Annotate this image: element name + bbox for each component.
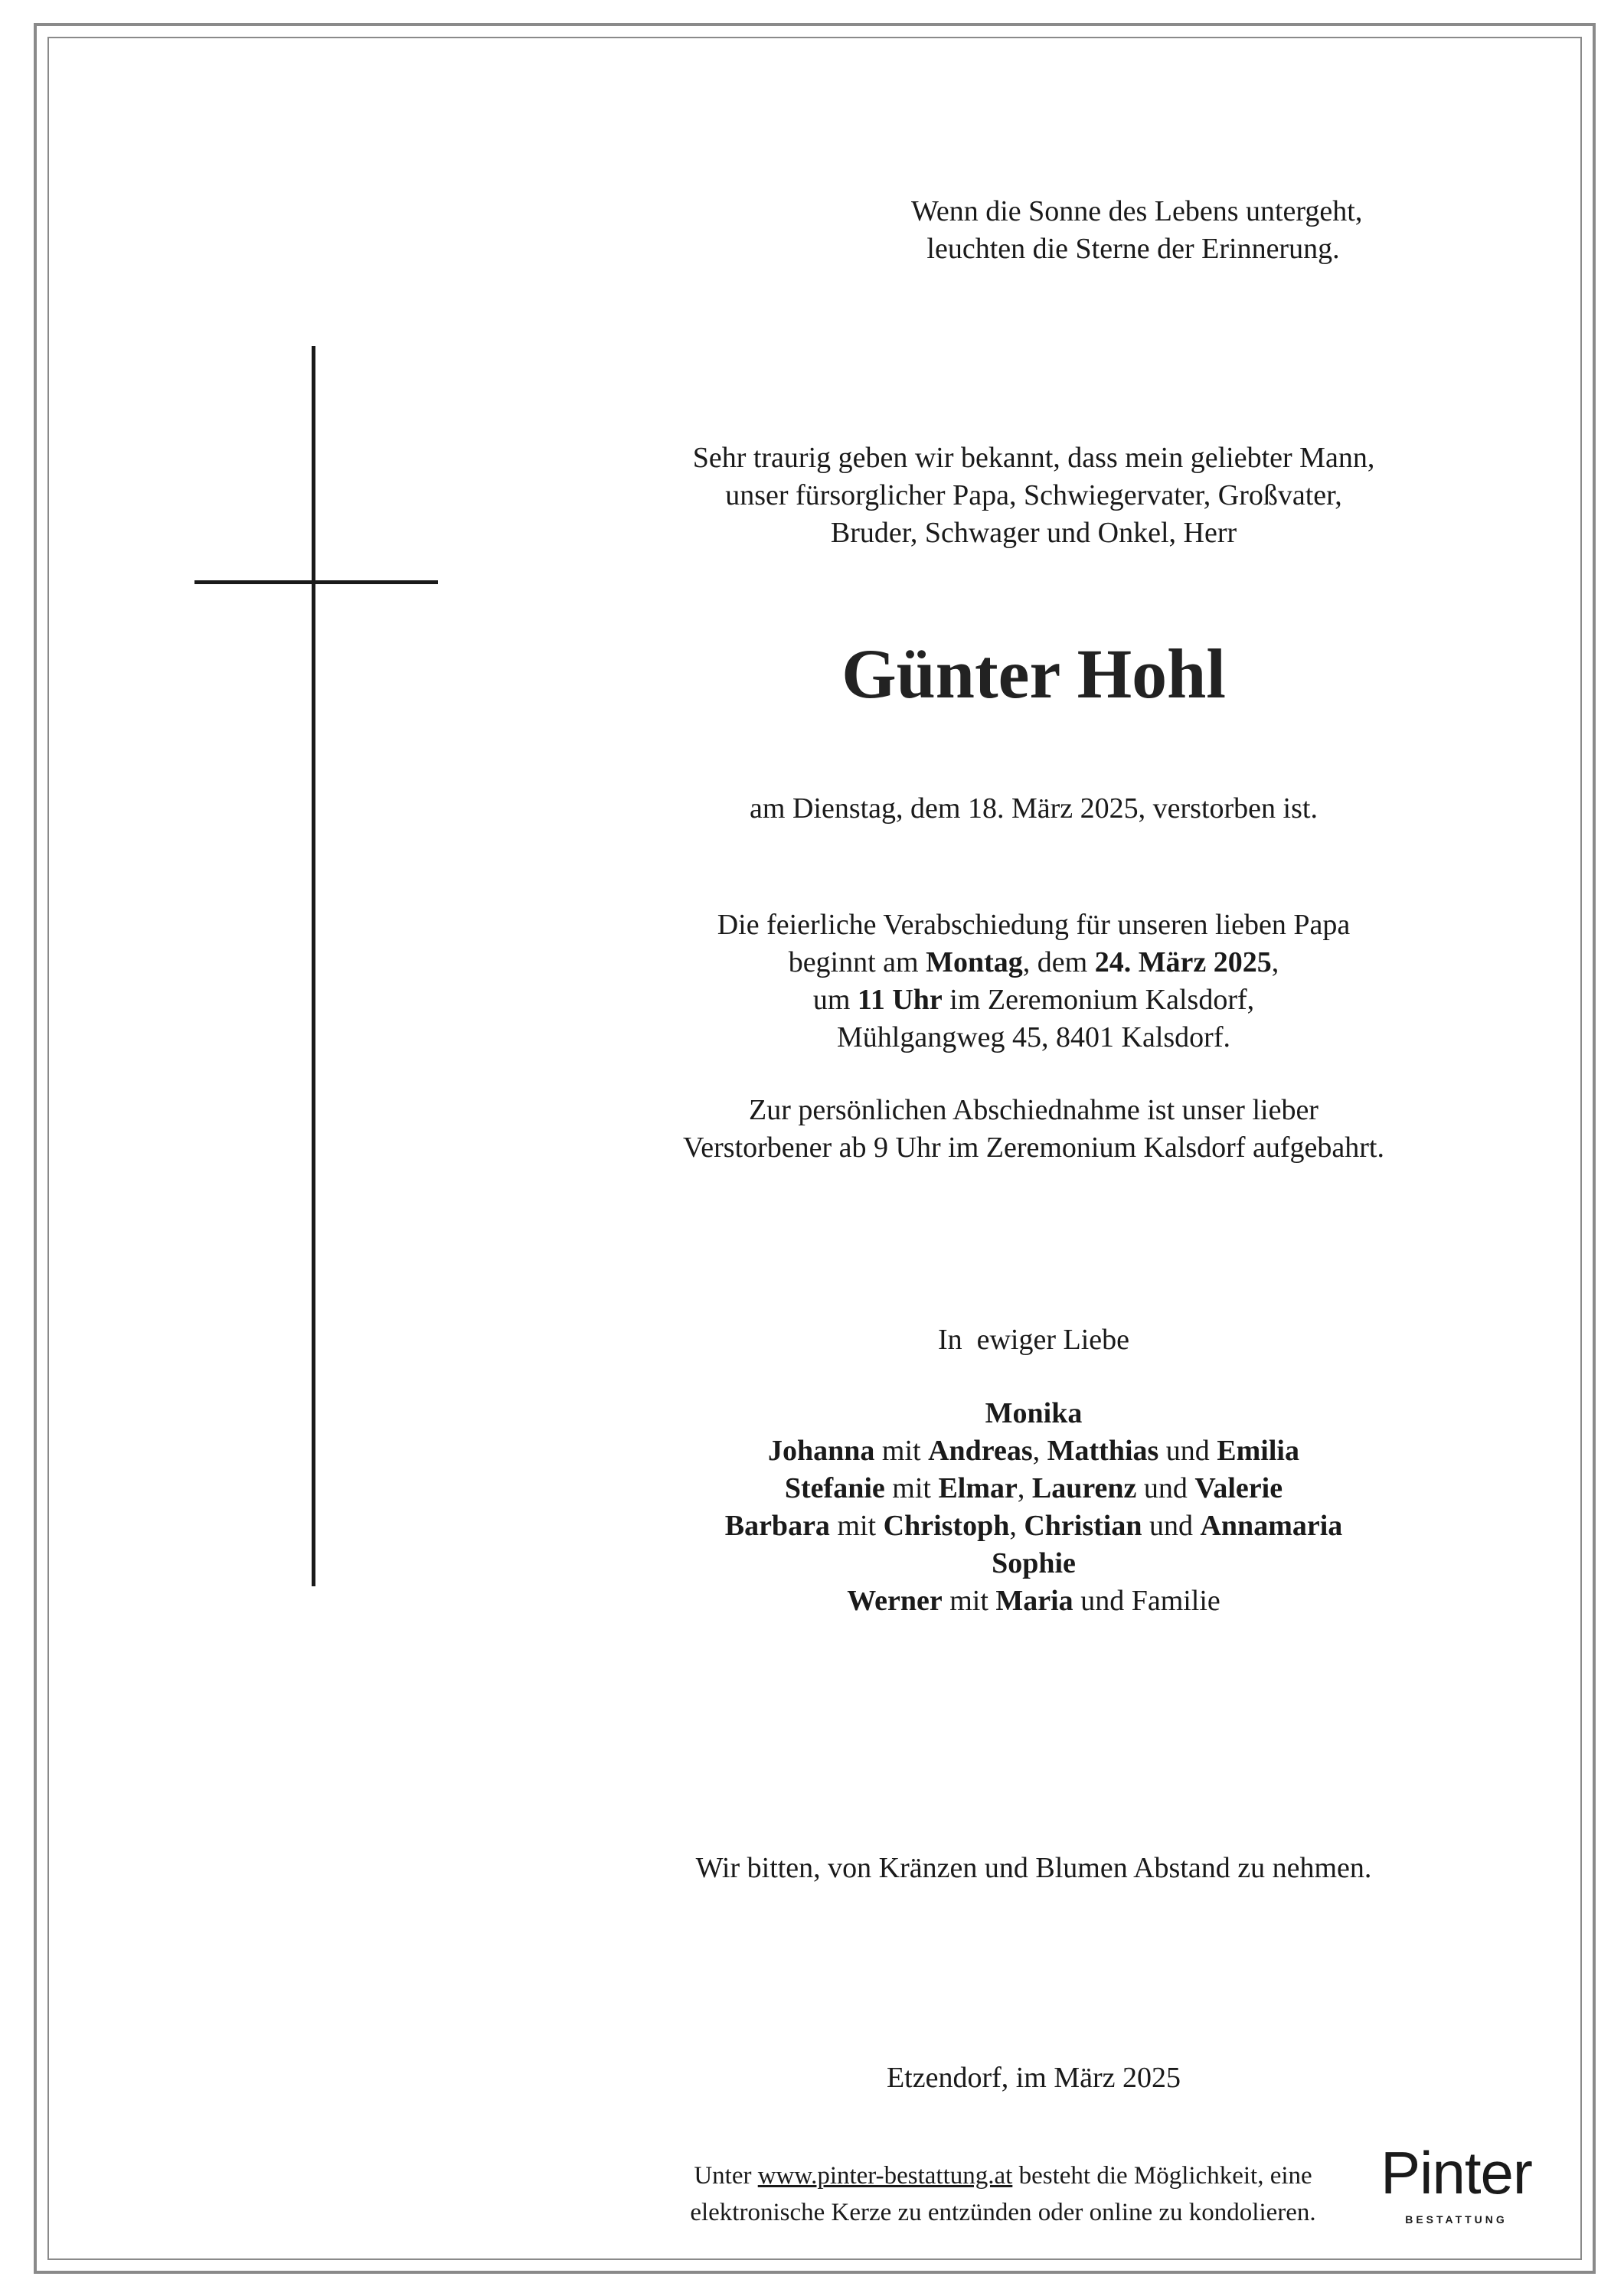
mourner-name: Valerie: [1194, 1472, 1283, 1504]
website-link[interactable]: www.pinter-bestattung.at: [757, 2162, 1013, 2190]
death-date: [574, 790, 1493, 828]
mourner-text: mit: [942, 1585, 996, 1617]
ceremony-text: um: [812, 984, 858, 1016]
intro-line: unser fürsorglicher Papa, Schwiegervater, Großvater,: [725, 479, 1342, 511]
mourner-name: Christoph: [883, 1510, 1010, 1542]
mourner-text: mit: [874, 1435, 929, 1467]
mourner-row: [574, 1432, 1493, 1470]
mourner-name: Matthias: [1047, 1435, 1159, 1467]
cross-icon-crossbar: [194, 580, 438, 584]
mourner-text: und: [1136, 1472, 1195, 1504]
ceremony-line: Die feierliche Verabschiedung für unseren lieben Papa: [717, 909, 1351, 941]
mourner-name: Elmar: [938, 1472, 1018, 1504]
mourner-name: Emilia: [1217, 1435, 1299, 1467]
mourner-row: [574, 1582, 1493, 1620]
ceremony-day: Montag: [926, 946, 1023, 978]
death-date-line: am Dienstag, dem 18. März 2025, verstorben ist.: [750, 792, 1318, 825]
mourner-name: Annamaria: [1200, 1510, 1343, 1542]
ceremony-text: ,: [1271, 946, 1279, 978]
ceremony-address: Mühlgangweg 45, 8401 Kalsdorf.: [837, 1021, 1230, 1053]
mourner-name: Laurenz: [1031, 1472, 1137, 1504]
flowers-note: [574, 1850, 1493, 1887]
mourner-row: [574, 1395, 1493, 1432]
mourner-row: [574, 1545, 1493, 1582]
mourner-row: [574, 1470, 1493, 1507]
mourner-name: Maria: [995, 1585, 1073, 1617]
deceased-name: [574, 632, 1493, 716]
mourner-name: Monika: [985, 1397, 1083, 1429]
mourner-name: Barbara: [724, 1510, 830, 1542]
mourner-text: und: [1142, 1510, 1201, 1542]
closing-phrase: [574, 1321, 1493, 1359]
viewing-details: [574, 1092, 1493, 1167]
ceremony-text: im Zeremonium Kalsdorf,: [942, 984, 1255, 1016]
ceremony-text: beginnt am: [788, 946, 926, 978]
mourner-text: ,: [1032, 1435, 1047, 1467]
motto-line: Wenn die Sonne des Lebens untergeht,: [911, 195, 1363, 227]
ceremony-date: 24. März 2025: [1094, 946, 1272, 978]
announcement-intro: [574, 439, 1493, 552]
logo-name: Pinter: [1381, 2139, 1532, 2206]
footer-line: elektronische Kerze zu entzünden oder online zu kondolieren.: [690, 2199, 1316, 2226]
mourner-name: Stefanie: [784, 1472, 885, 1504]
mourner-text: und Familie: [1073, 1585, 1220, 1617]
cross-icon: [312, 346, 315, 1586]
ceremony-line: [574, 944, 1493, 981]
place-date-line: Etzendorf, im März 2025: [886, 2062, 1181, 2094]
footer-text: Unter: [694, 2162, 758, 2190]
logo-subtitle: BESTATTUNG: [1405, 2213, 1508, 2226]
motto: [911, 193, 1363, 268]
motto-line: leuchten die Sterne der Erinnerung.: [926, 233, 1340, 265]
condolence-footer: [536, 2157, 1470, 2231]
closing-line: In ewiger Liebe: [937, 1324, 1130, 1356]
mourner-name: Andreas: [928, 1435, 1033, 1467]
mourner-text: ,: [1017, 1472, 1032, 1504]
mourner-name: Johanna: [768, 1435, 875, 1467]
mourner-text: mit: [884, 1472, 939, 1504]
footer-line: [536, 2157, 1470, 2194]
mourner-row: [574, 1507, 1493, 1545]
ceremony-time: 11 Uhr: [857, 984, 943, 1016]
viewing-line: Zur persönlichen Abschiednahme ist unser lieber: [749, 1094, 1318, 1126]
viewing-line: Verstorbener ab 9 Uhr im Zeremonium Kalsdorf aufgebahrt.: [683, 1132, 1384, 1164]
ceremony-details: [574, 906, 1493, 1057]
mourner-text: ,: [1009, 1510, 1024, 1542]
mourner-name: Christian: [1024, 1510, 1142, 1542]
mourner-text: mit: [829, 1510, 884, 1542]
ceremony-line: [574, 981, 1493, 1019]
deceased-name-text: Günter Hohl: [841, 635, 1226, 713]
mourners-list: [574, 1395, 1493, 1620]
footer-text: besteht die Möglichkeit, eine: [1012, 2162, 1312, 2190]
place-and-date: [574, 2059, 1493, 2097]
ceremony-text: , dem: [1022, 946, 1095, 978]
mourner-name: Werner: [847, 1585, 943, 1617]
mourner-text: und: [1158, 1435, 1217, 1467]
mourner-name: Sophie: [992, 1547, 1076, 1579]
intro-line: Sehr traurig geben wir bekannt, dass mein geliebter Mann,: [692, 442, 1375, 474]
flowers-note-line: Wir bitten, von Kränzen und Blumen Abstand zu nehmen.: [695, 1852, 1372, 1884]
intro-line: Bruder, Schwager und Onkel, Herr: [830, 517, 1237, 549]
pinter-logo: [1364, 2138, 1548, 2227]
